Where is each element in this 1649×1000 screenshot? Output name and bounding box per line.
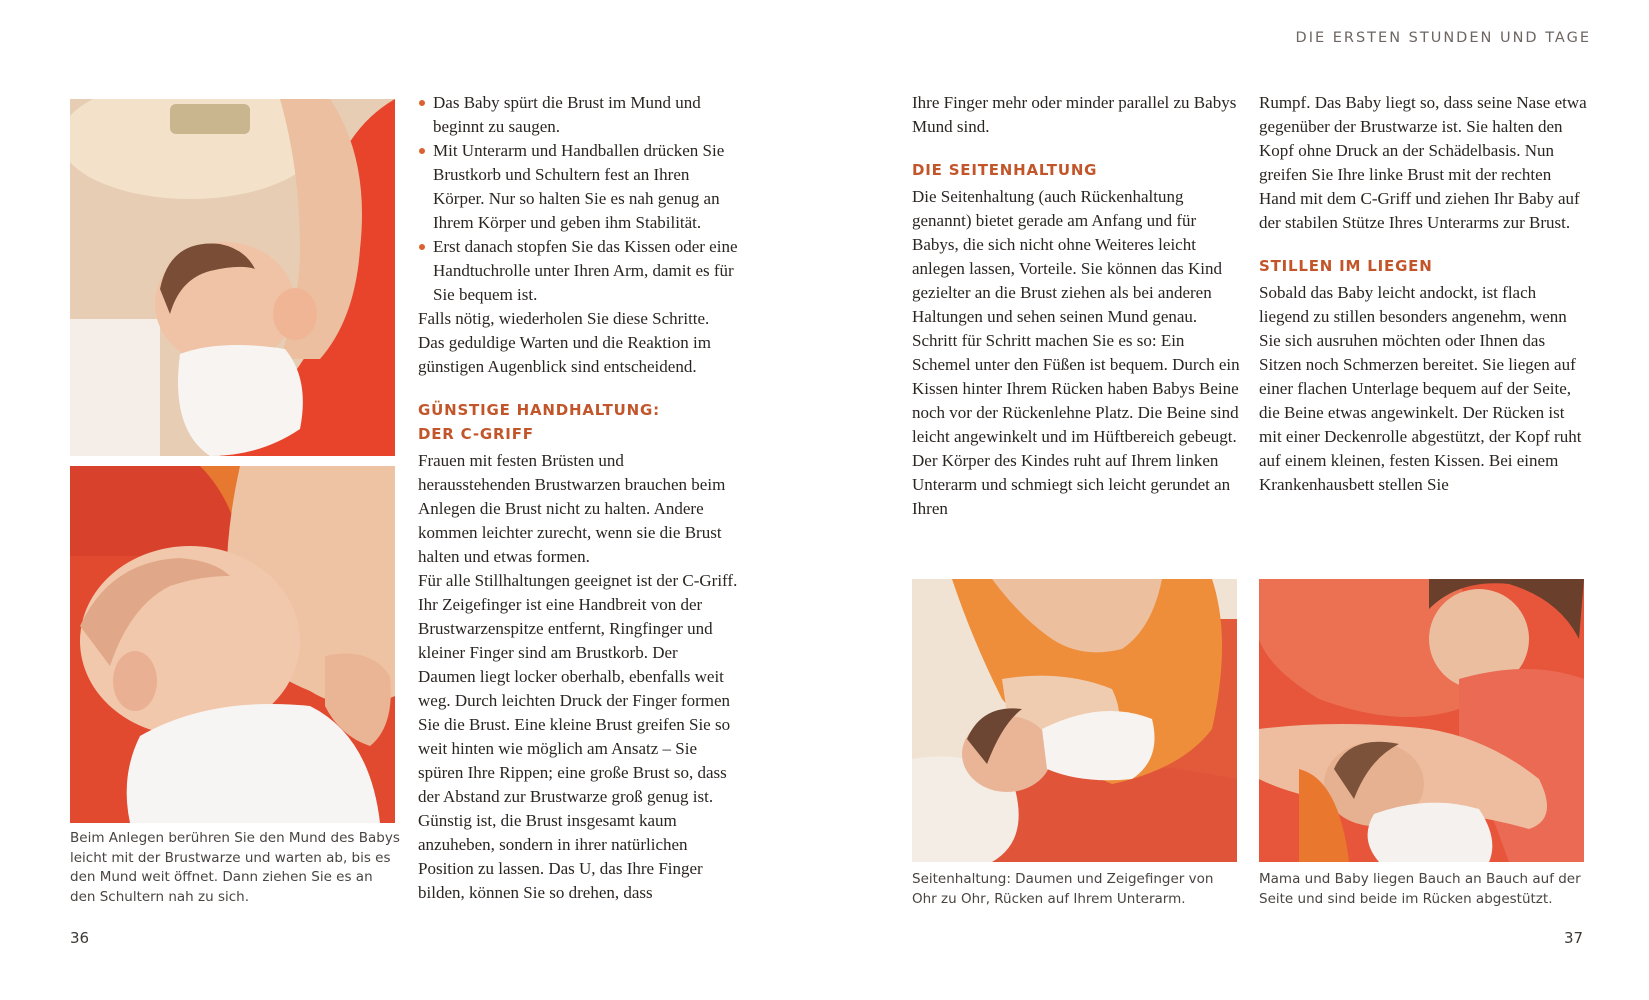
caption-seitenhaltung: Seitenhaltung: Daumen und Zeigefinger von Ohr zu Ohr, Rücken auf Ihrem Unterarm.	[912, 871, 1214, 907]
photo-seitenhaltung	[912, 579, 1237, 862]
right-text-column-1	[912, 91, 1242, 521]
page-number-left: 36	[70, 929, 90, 947]
paragraph-rumpf: Rumpf. Das Baby liegt so, dass seine Nase etwa gegenüber der Brustwarze ist. Sie halten den Kopf ohne Druck an der Schädelbasis. Nun greifen Sie Ihre linke Brust mit der rechten Hand mit dem C-Griff und ziehen Ihr Baby auf der stabilen Stütze Ihres Unterarms zur Brust.	[1259, 93, 1587, 232]
heading-stillen-im-liegen: STILLEN IM LIEGEN	[1259, 257, 1433, 275]
left-text-column	[418, 91, 738, 905]
paragraph-continuation: Ihre Finger mehr oder minder parallel zu Babys Mund sind.	[912, 93, 1237, 136]
photo-baby-latched	[70, 99, 395, 456]
caption-left-page: Beim Anlegen berühren Sie den Mund des Babys leicht mit der Brustwarze und warten ab, bis es den Mund weit öffnet. Dann ziehen Sie es an den Schultern nah zu sich.	[70, 830, 400, 905]
list-item: Das Baby spürt die Brust im Mund und beginnt zu saugen.	[418, 91, 738, 139]
photo-baby-nursing-closeup-image	[70, 466, 395, 823]
paragraph-liegen: Sobald das Baby leicht andockt, ist flach liegend zu stillen besonders angenehm, wenn Sie sich ausruhen möchten oder Ihnen das Sitzen noch Schmerzen bereitet. Sie liegen auf einer flachen Unterlage bequem auf der Seite, die Beine etwas angewinkelt. Der Rücken ist mit einer Deckenrolle abgestützt, der Kopf ruht auf einem kleinen, festen Kissen. Bei einem Krankenhausbett stellen Sie	[1259, 283, 1582, 494]
caption-stillen-im-liegen: Mama und Baby liegen Bauch an Bauch auf der Seite und sind beide im Rücken abgestützt.	[1259, 871, 1581, 907]
list-item: Mit Unterarm und Handballen drücken Sie Brustkorb und Schultern fest an Ihren Körper. Nur so halten Sie es nah genug an Ihrem Körper und geben ihm Stabilität.	[418, 139, 738, 235]
paragraph-repeat-steps: Falls nötig, wiederholen Sie diese Schritte. Das geduldige Warten und die Reaktion im günstigen Augenblick sind entscheidend.	[418, 309, 711, 376]
heading-handhaltung-line1: GÜNSTIGE HANDHALTUNG:	[418, 401, 660, 419]
photo-baby-latched-image	[70, 99, 395, 456]
running-head: DIE ERSTEN STUNDEN UND TAGE	[1295, 30, 1591, 46]
photo-baby-nursing-closeup	[70, 466, 395, 823]
heading-seitenhaltung: DIE SEITENHALTUNG	[912, 161, 1098, 179]
heading-handhaltung-line2: DER C-GRIFF	[418, 425, 534, 443]
paragraph-firm-breasts: Frauen mit festen Brüsten und herausstehenden Brustwarzen brauchen beim Anlegen die Brust nicht zu halten. Andere kommen leichter zurecht, wenn sie die Brust halten und etwas formen.	[418, 451, 726, 566]
list-item: Erst danach stopfen Sie das Kissen oder eine Handtuchrolle unter Ihren Arm, damit es für Sie bequem ist.	[418, 235, 738, 307]
paragraph-c-grip: Für alle Stillhaltungen geeignet ist der C-Griff. Ihr Zeigefinger ist eine Handbreit von der Brustwarzenspitze entfernt, Ringfinger und kleiner Finger sind am Brustkorb. Der Daumen liegt locker oberhalb, ebenfalls weit weg. Durch leichten Druck der Finger formen Sie die Brust. Eine kleine Brust greifen Sie so weit hinten wie möglich am Ansatz – Sie spüren Ihre Rippen; eine große Brust so, dass der Abstand zur Brustwarze groß genug ist. Günstig ist, die Brust insgesamt kaum anzuheben, sondern in ihrer natürlichen Position zu lassen. Das U, das Ihre Finger bilden, können Sie so drehen, dass	[418, 571, 738, 902]
page-number-right: 37	[1564, 929, 1584, 947]
step-list	[418, 91, 738, 307]
heading-handhaltung	[418, 398, 738, 446]
photo-stillen-im-liegen	[1259, 579, 1584, 862]
right-text-column-2	[1259, 91, 1589, 497]
paragraph-seitenhaltung: Die Seitenhaltung (auch Rückenhaltung genannt) bietet gerade am Anfang und für Babys, die sich nicht ohne Weiteres leicht anlegen lassen, Vorteile. Sie können das Kind gezielter an die Brust ziehen als bei anderen Haltungen und sehen seinen Mund genau. Schritt für Schritt machen Sie es so: Ein Schemel unter den Füßen ist bequem. Durch ein Kissen hinter Ihrem Rücken haben Babys Beine noch vor der Rückenlehne Platz. Die Beine sind leicht angewinkelt und im Hüftbereich gebeugt. Der Körper des Kindes ruht auf Ihrem linken Unterarm und schmiegt sich leicht gerundet an Ihren	[912, 187, 1240, 518]
